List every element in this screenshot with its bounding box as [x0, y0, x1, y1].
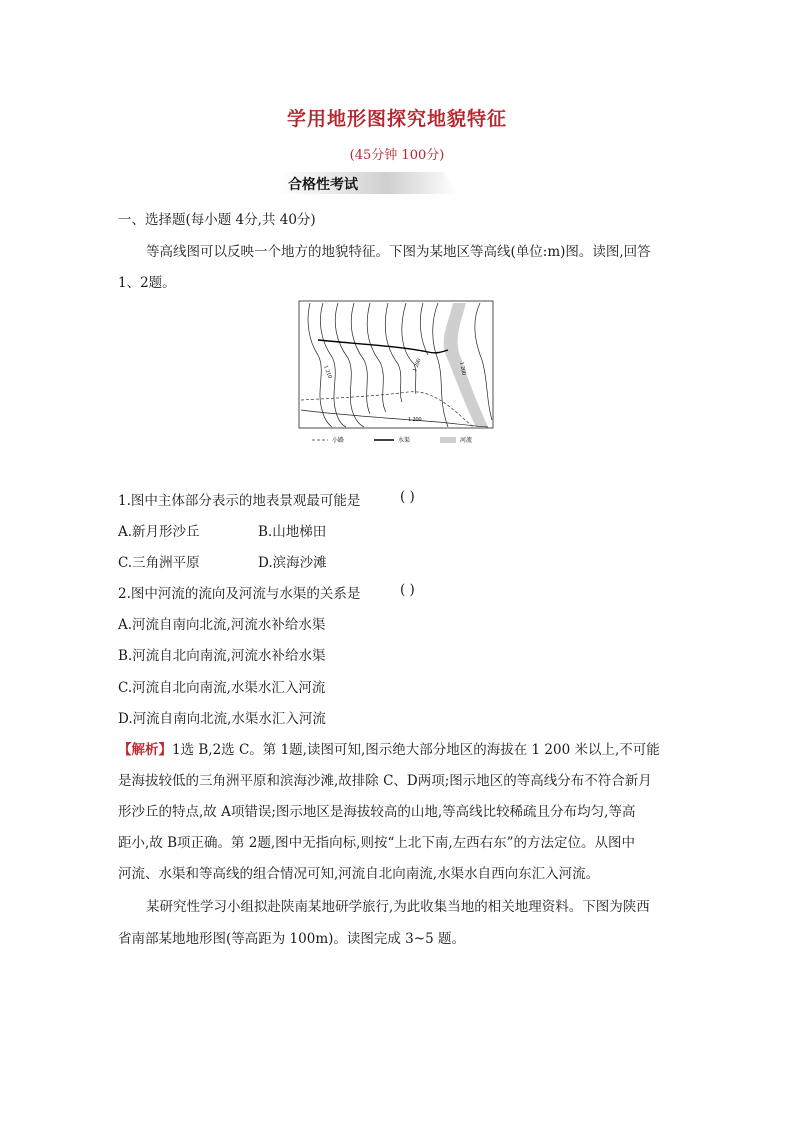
q2-answer-bracket: ( ): [400, 582, 415, 598]
page-title: 学用地形图探究地貌特征: [286, 108, 507, 130]
section-banner: [278, 172, 458, 194]
legend-river-swatch: [440, 437, 456, 443]
contour-map-figure: [298, 300, 494, 452]
contour-label-1: 1 210: [322, 364, 333, 380]
next-intro-line-1: 某研究性学习小组拟赴陕南某地研学旅行,为此收集当地的相关地理资料。下图为陕西: [146, 899, 650, 915]
contour-label-3: 1 200: [458, 361, 467, 376]
q2-stem: 2.图中河流的流向及河流与水渠的关系是: [118, 586, 361, 602]
q1-option-d: D.滨海沙滩: [258, 555, 327, 571]
legend-canal-label: 水渠: [398, 438, 411, 444]
next-intro-line-2: 省南部某地地形图(等高距为 100m)。读图完成 3~5 题。: [118, 931, 465, 947]
q1-option-b: B.山地梯田: [258, 524, 327, 540]
q2-option-c: C.河流自北向南流,水渠水汇入河流: [118, 680, 326, 696]
analysis-line-2: 是海拔较低的三角洲平原和滨海沙滩,故排除 C、D两项;图示地区的等高线分布不符合新月: [118, 773, 652, 789]
analysis-line-3: 形沙丘的特点,故 A项错误;图示地区是海拔较高的山地,等高线比较稀疏且分布均匀,等高: [118, 804, 636, 820]
time-score-subtitle: (45分钟 100分): [349, 148, 445, 163]
q2-option-a: A.河流自南向北流,河流水补给水渠: [118, 617, 326, 633]
part-heading: 一、选择题(每小题 4分,共 40分): [118, 212, 316, 228]
q1-option-c: C.三角洲平原: [118, 555, 200, 571]
contour-label-2: 1 200: [412, 357, 423, 373]
q2-option-b: B.河流自北向南流,河流水补给水渠: [118, 648, 326, 664]
analysis-line-4: 距小,故 B项正确。第 2题,图中无指向标,则按“上北下南,左西右东”的方法定位。从图中: [118, 835, 636, 851]
intro-line-1: 等高线图可以反映一个地方的地貌特征。下图为某地区等高线(单位:m)图。读图,回答: [146, 244, 651, 260]
intro-line-2: 1、2题。: [118, 275, 176, 291]
contour-label-4: 1 200: [408, 417, 422, 423]
analysis-line-1: [118, 738, 660, 758]
analysis-line-5: 河流、水渠和等高线的组合情况可知,河流自北向南流,水渠水自西向东汇入河流。: [118, 866, 600, 882]
q1-stem: 1.图中主体部分表示的地表景观最可能是: [118, 493, 361, 509]
section-banner-label: 合格性考试: [288, 177, 358, 193]
q2-option-d: D.河流自南向北流,水渠水汇入河流: [118, 711, 326, 727]
analysis-text-1: 1选 B,2选 C。第 1题,读图可知,图示绝大部分地区的海拔在 1 200 米以上,不可能: [172, 742, 660, 758]
q1-answer-bracket: ( ): [400, 489, 415, 505]
legend-path-label: 小路: [332, 438, 345, 444]
analysis-label: 【解析】: [118, 742, 172, 758]
q1-option-a: A.新月形沙丘: [118, 524, 200, 540]
legend-river-label: 河流: [460, 438, 473, 444]
